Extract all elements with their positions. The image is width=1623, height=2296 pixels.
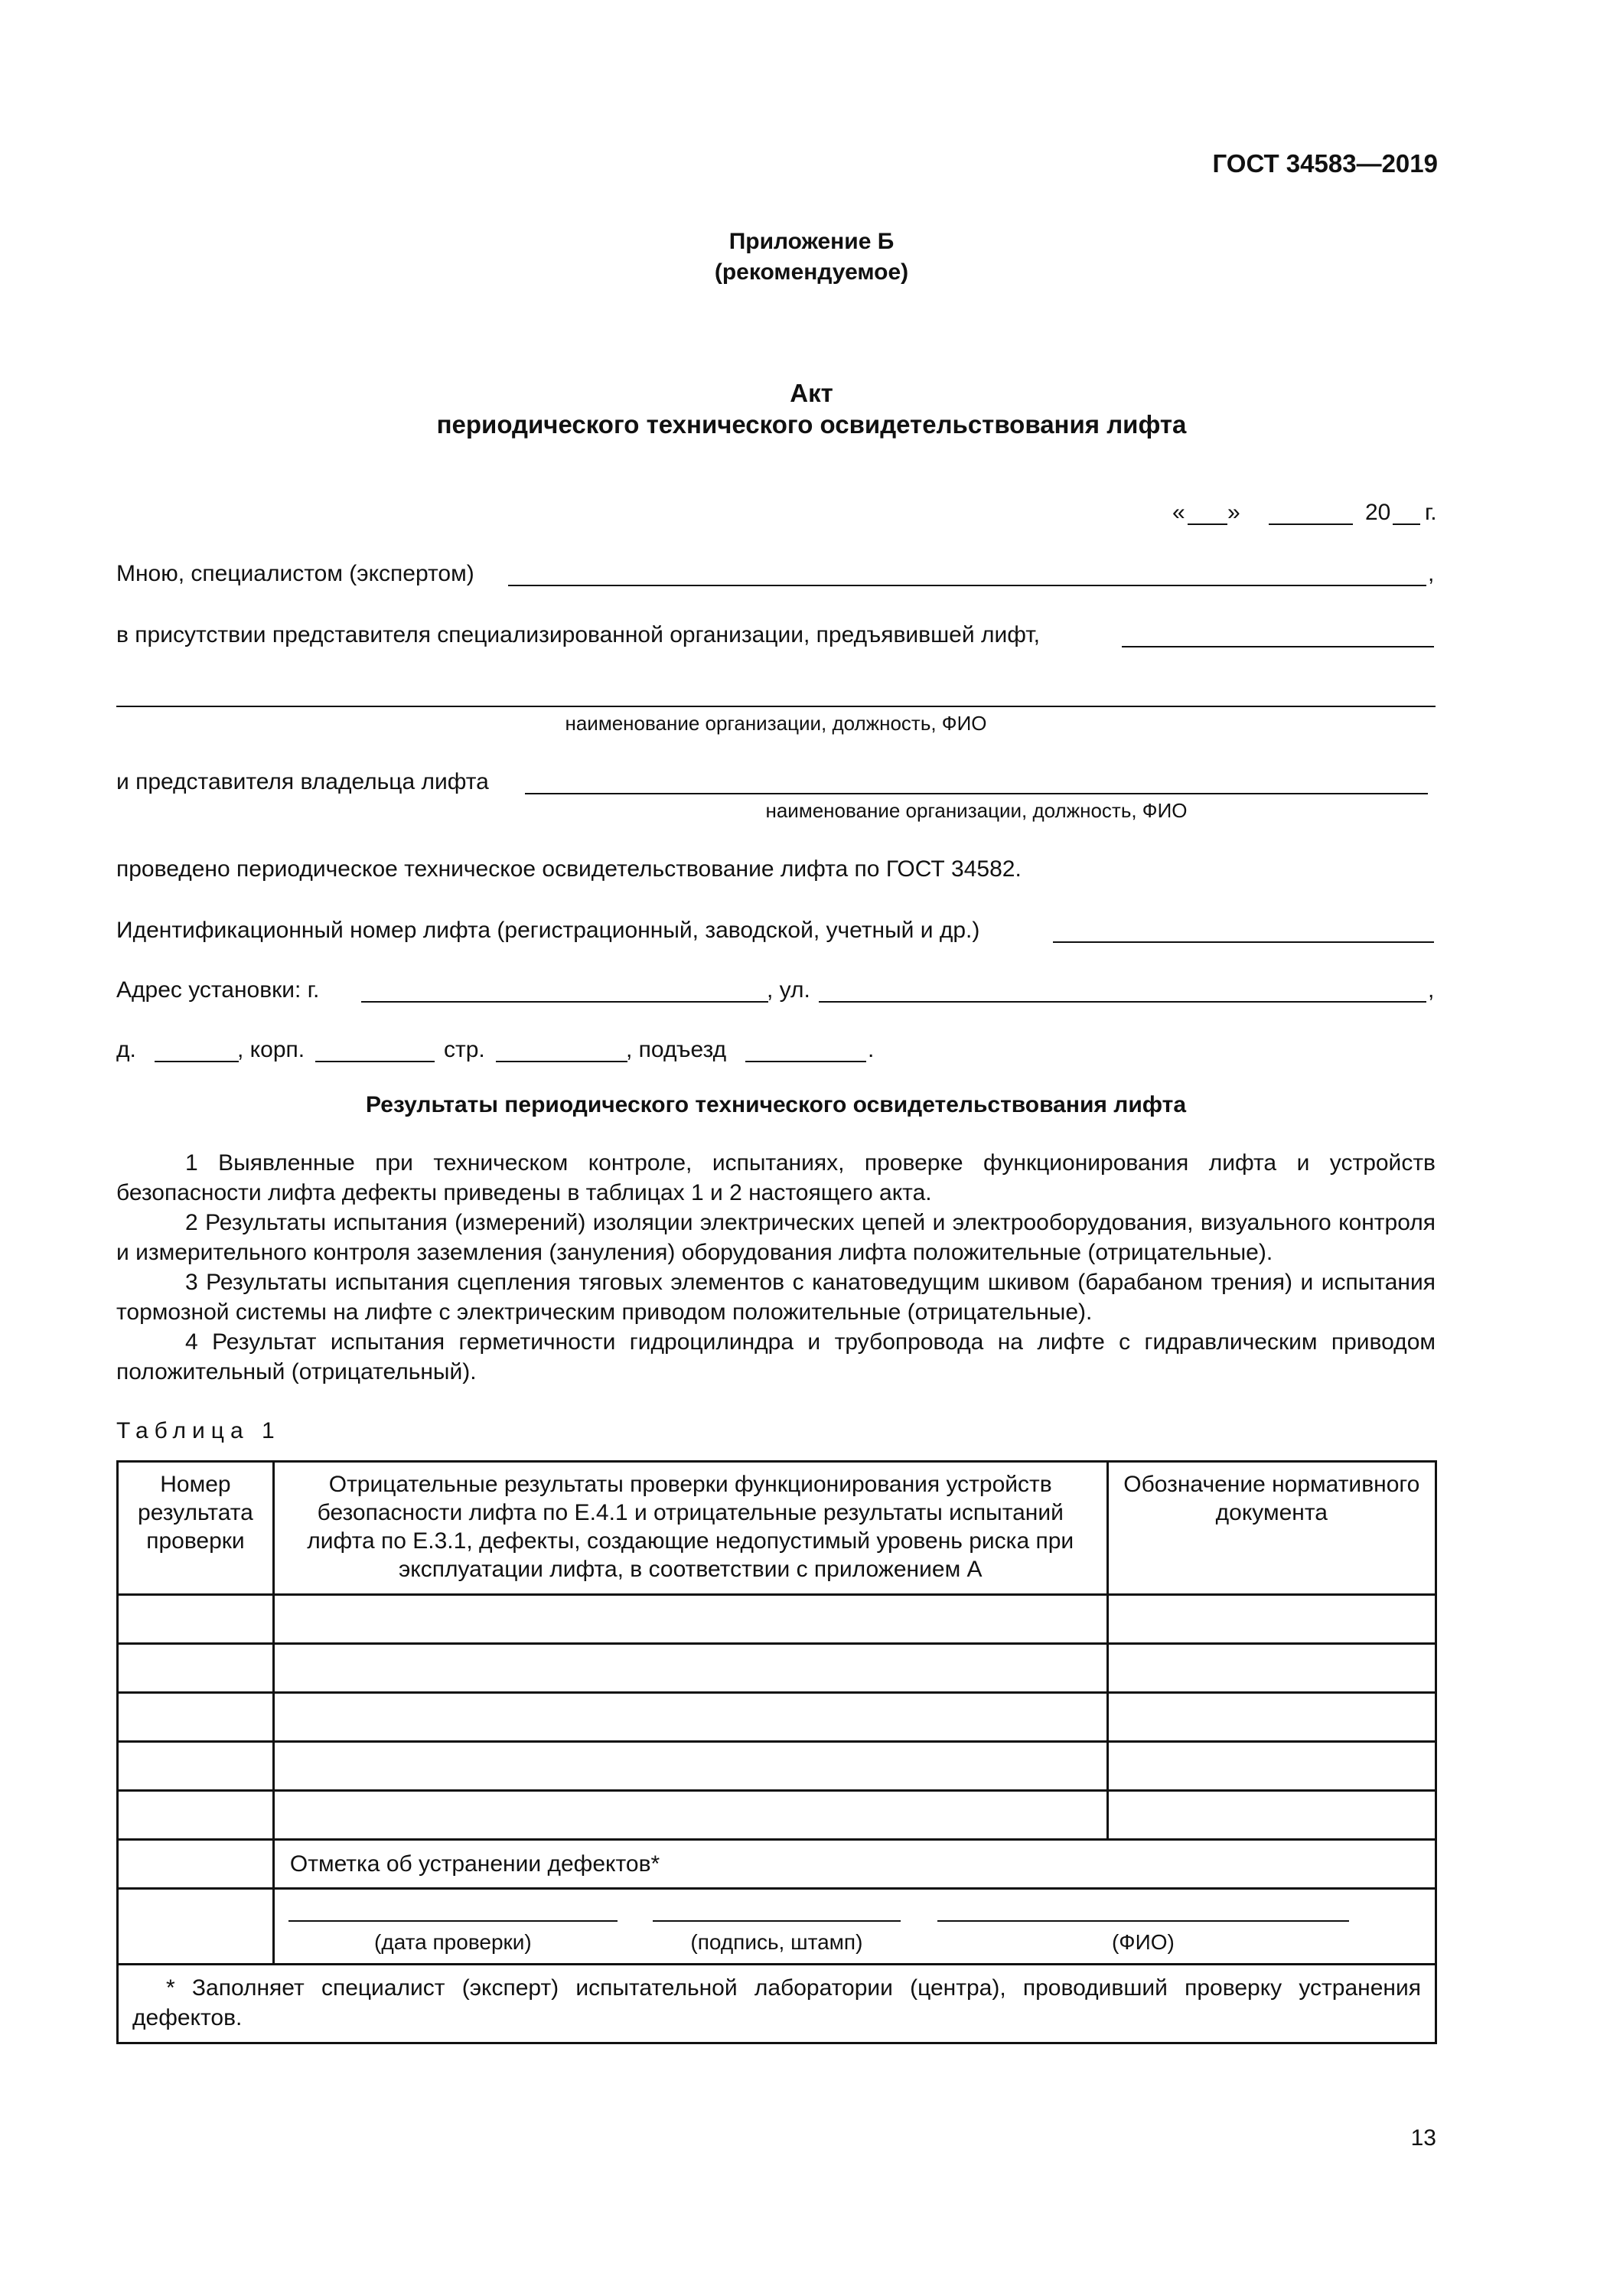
table-cell[interactable] <box>1107 1644 1436 1693</box>
table-footnote: * Заполняет специалист (эксперт) испытательной лаборатории (центра), проводивший проверку устранения дефектов. <box>118 1965 1436 2043</box>
signature-caption: (подпись, штамп) <box>690 1930 863 1954</box>
result-item: 1 Выявленные при техническом контроле, испытаниях, проверке функционирования лифта и устройств безопасности лифта дефекты приведены в таблицах 1 и 2 настоящего акта. <box>116 1150 1436 1205</box>
org-caption: наименование организации, должность, ФИО <box>565 712 987 735</box>
table1-header-row <box>118 1462 1436 1595</box>
table-row <box>118 1693 1436 1742</box>
table-cell[interactable] <box>273 1644 1107 1693</box>
signature-field[interactable] <box>653 1920 901 1922</box>
result-item: 2 Результаты испытания (измерений) изоляции электрических цепей и электрооборудования, визуального контроля и измерительного контроля заземления (зануления) оборудования лифта положительные (отрицательные). <box>116 1210 1436 1265</box>
defect-mark-row <box>118 1840 1436 1889</box>
house-field[interactable] <box>155 1061 239 1062</box>
table-row <box>118 1742 1436 1791</box>
table-cell[interactable] <box>273 1595 1107 1644</box>
signature-row <box>118 1889 1436 1965</box>
table1-label: Таблица 1 <box>116 1418 281 1443</box>
table-cell[interactable] <box>118 1840 274 1889</box>
date-day-field[interactable] <box>1188 523 1227 525</box>
address-city-field[interactable] <box>361 1001 768 1003</box>
defect-mark-label: Отметка об устранении дефектов* <box>273 1840 1436 1889</box>
date-year-field[interactable] <box>1393 523 1420 525</box>
table-cell[interactable] <box>1107 1693 1436 1742</box>
check-date-caption: (дата проверки) <box>374 1930 532 1954</box>
expert-suffix: , <box>1428 561 1435 586</box>
date-open-quote: « <box>1172 500 1185 525</box>
korp-field[interactable] <box>315 1061 435 1062</box>
table-cell[interactable] <box>118 1791 274 1840</box>
page-number: 13 <box>1410 2125 1436 2151</box>
table-row <box>118 1595 1436 1644</box>
owner-label: и представителя владельца лифта <box>116 769 489 794</box>
table-cell[interactable] <box>1107 1595 1436 1644</box>
appendix-title: Приложение Б <box>728 229 895 254</box>
house-label: д. <box>116 1037 136 1062</box>
entrance-field[interactable] <box>745 1061 866 1062</box>
korp-label: , корп. <box>237 1037 305 1062</box>
standard-number: ГОСТ 34583—2019 <box>1212 149 1438 178</box>
footnote-row <box>118 1965 1436 2043</box>
id-number-field[interactable] <box>1053 941 1434 943</box>
table-cell[interactable] <box>273 1791 1107 1840</box>
entrance-label: , подъезд <box>626 1037 727 1062</box>
results-heading: Результаты периодического технического освидетельствования лифта <box>365 1092 1187 1117</box>
signature-cell <box>273 1889 1436 1965</box>
str-field[interactable] <box>496 1061 627 1062</box>
fio-field[interactable] <box>937 1920 1349 1922</box>
table-cell[interactable] <box>118 1644 274 1693</box>
check-date-field[interactable] <box>288 1920 618 1922</box>
date-year-prefix: 20 <box>1365 500 1391 525</box>
results-list <box>116 1148 1436 1387</box>
table-cell[interactable] <box>118 1742 274 1791</box>
result-item: 4 Результат испытания герметичности гидроцилиндра и трубопровода на лифте с гидравлическим приводом положительный (отрицательный). <box>116 1329 1436 1384</box>
expert-label: Мною, специалистом (экспертом) <box>116 561 474 586</box>
table-cell[interactable] <box>118 1693 274 1742</box>
table1 <box>116 1460 1437 2044</box>
owner-field[interactable] <box>525 793 1428 794</box>
table-cell[interactable] <box>1107 1742 1436 1791</box>
table1-header-number: Номер результата проверки <box>118 1462 274 1595</box>
address-city-label: Адрес установки: г. <box>116 977 320 1003</box>
presence-field[interactable] <box>1122 646 1434 647</box>
table-cell[interactable] <box>273 1742 1107 1791</box>
id-label: Идентификационный номер лифта (регистрационный, заводской, учетный и др.) <box>116 918 980 943</box>
date-year-suffix: г. <box>1425 500 1437 525</box>
address-street-label: , ул. <box>767 977 810 1003</box>
fio-caption: (ФИО) <box>1111 1930 1175 1954</box>
table1-header-document: Обозначение нормативного документа <box>1107 1462 1436 1595</box>
table-row <box>118 1791 1436 1840</box>
table-cell[interactable] <box>118 1889 274 1965</box>
conducted-text: проведено периодическое техническое освидетельствование лифта по ГОСТ 34582. <box>116 856 1022 882</box>
table-cell[interactable] <box>118 1595 274 1644</box>
appendix-subtitle: (рекомендуемое) <box>714 259 909 285</box>
presence-label: в присутствии представителя специализированной организации, предъявившей лифт, <box>116 622 1040 647</box>
address-street-field[interactable] <box>819 1001 1426 1003</box>
doc-title: Акт <box>790 379 833 407</box>
str-label: стр. <box>444 1037 485 1062</box>
date-month-field[interactable] <box>1269 523 1353 525</box>
date-close-quote: » <box>1227 500 1240 525</box>
table1-header-results: Отрицательные результаты проверки функционирования устройств безопасности лифта по Е.4.1 и отрицательные результаты испытаний лифта по Е.3.1, дефекты, создающие недопустимый уровень риска при эксплуатации лифта, в соответствии с приложением А <box>273 1462 1107 1595</box>
presence-field-continued[interactable] <box>116 706 1436 707</box>
table-row <box>118 1644 1436 1693</box>
result-item: 3 Результаты испытания сцепления тяговых элементов с канатоведущим шкивом (барабаном трения) и испытания тормозной системы на лифте с электрическим приводом положительные (отрицательные). <box>116 1270 1436 1325</box>
doc-subtitle: периодического технического освидетельствования лифта <box>436 410 1187 439</box>
table-cell[interactable] <box>1107 1791 1436 1840</box>
address-end-dot: . <box>868 1037 875 1062</box>
table-cell[interactable] <box>273 1693 1107 1742</box>
owner-caption: наименование организации, должность, ФИО <box>765 799 1188 822</box>
address-street-suffix: , <box>1428 977 1435 1003</box>
expert-field[interactable] <box>508 585 1426 586</box>
